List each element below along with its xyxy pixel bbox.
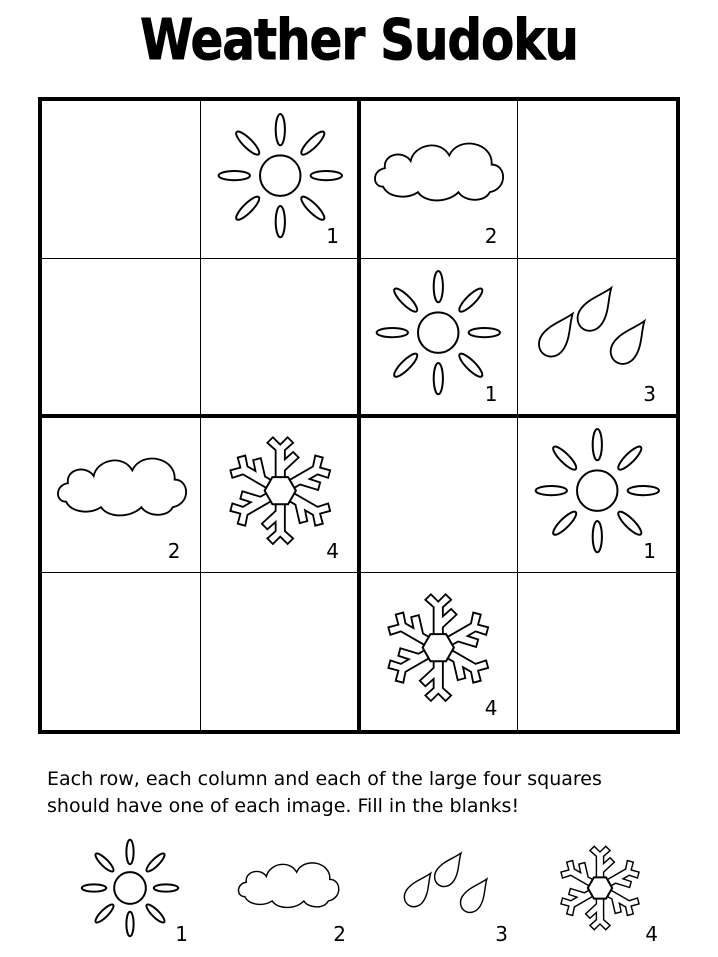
grid-cell[interactable] bbox=[359, 258, 518, 415]
cell-number: 1 bbox=[326, 224, 339, 249]
grid-cell[interactable] bbox=[201, 573, 360, 730]
cell-number: 2 bbox=[167, 538, 181, 563]
legend-item bbox=[540, 838, 670, 950]
legend-number: 3 bbox=[495, 922, 508, 946]
cell-number: 3 bbox=[643, 381, 656, 406]
cell-number: 4 bbox=[326, 538, 339, 563]
sudoku-grid bbox=[38, 97, 680, 734]
cell-number: 4 bbox=[484, 696, 498, 720]
instructions bbox=[47, 766, 687, 820]
grid-cell[interactable] bbox=[201, 101, 360, 258]
grid-divider bbox=[42, 572, 676, 573]
grid-cell[interactable] bbox=[359, 416, 518, 573]
instructions-line-1: Each row, each column and each of the large four squares bbox=[47, 768, 602, 790]
grid-cell[interactable] bbox=[518, 258, 677, 415]
cell-number: 1 bbox=[484, 381, 498, 406]
cell-number: 1 bbox=[643, 538, 656, 563]
legend-item bbox=[228, 838, 358, 950]
grid-cell[interactable] bbox=[42, 416, 201, 573]
legend-number: 2 bbox=[333, 922, 346, 946]
page-title-text: Weather Sudoku bbox=[140, 8, 578, 73]
grid-cell[interactable] bbox=[518, 101, 677, 258]
grid-cell[interactable] bbox=[518, 573, 677, 730]
grid-cell[interactable] bbox=[201, 258, 360, 415]
grid-divider bbox=[517, 101, 518, 730]
instructions-line-2: should have one of each image. Fill in the blanks! bbox=[47, 795, 520, 817]
grid-cell[interactable] bbox=[42, 573, 201, 730]
grid-divider-thick bbox=[42, 414, 676, 418]
legend-number: 4 bbox=[645, 922, 658, 946]
page-title bbox=[50, 8, 667, 73]
legend-number: 1 bbox=[175, 922, 188, 946]
grid-cell[interactable] bbox=[359, 101, 518, 258]
grid-cell[interactable] bbox=[42, 101, 201, 258]
legend-item bbox=[390, 838, 520, 950]
grid-cell[interactable] bbox=[201, 416, 360, 573]
cell-number: 2 bbox=[484, 224, 498, 249]
grid-cell[interactable] bbox=[42, 258, 201, 415]
grid-cell[interactable] bbox=[359, 573, 518, 730]
grid-cell[interactable] bbox=[518, 416, 677, 573]
legend-item bbox=[70, 838, 200, 950]
